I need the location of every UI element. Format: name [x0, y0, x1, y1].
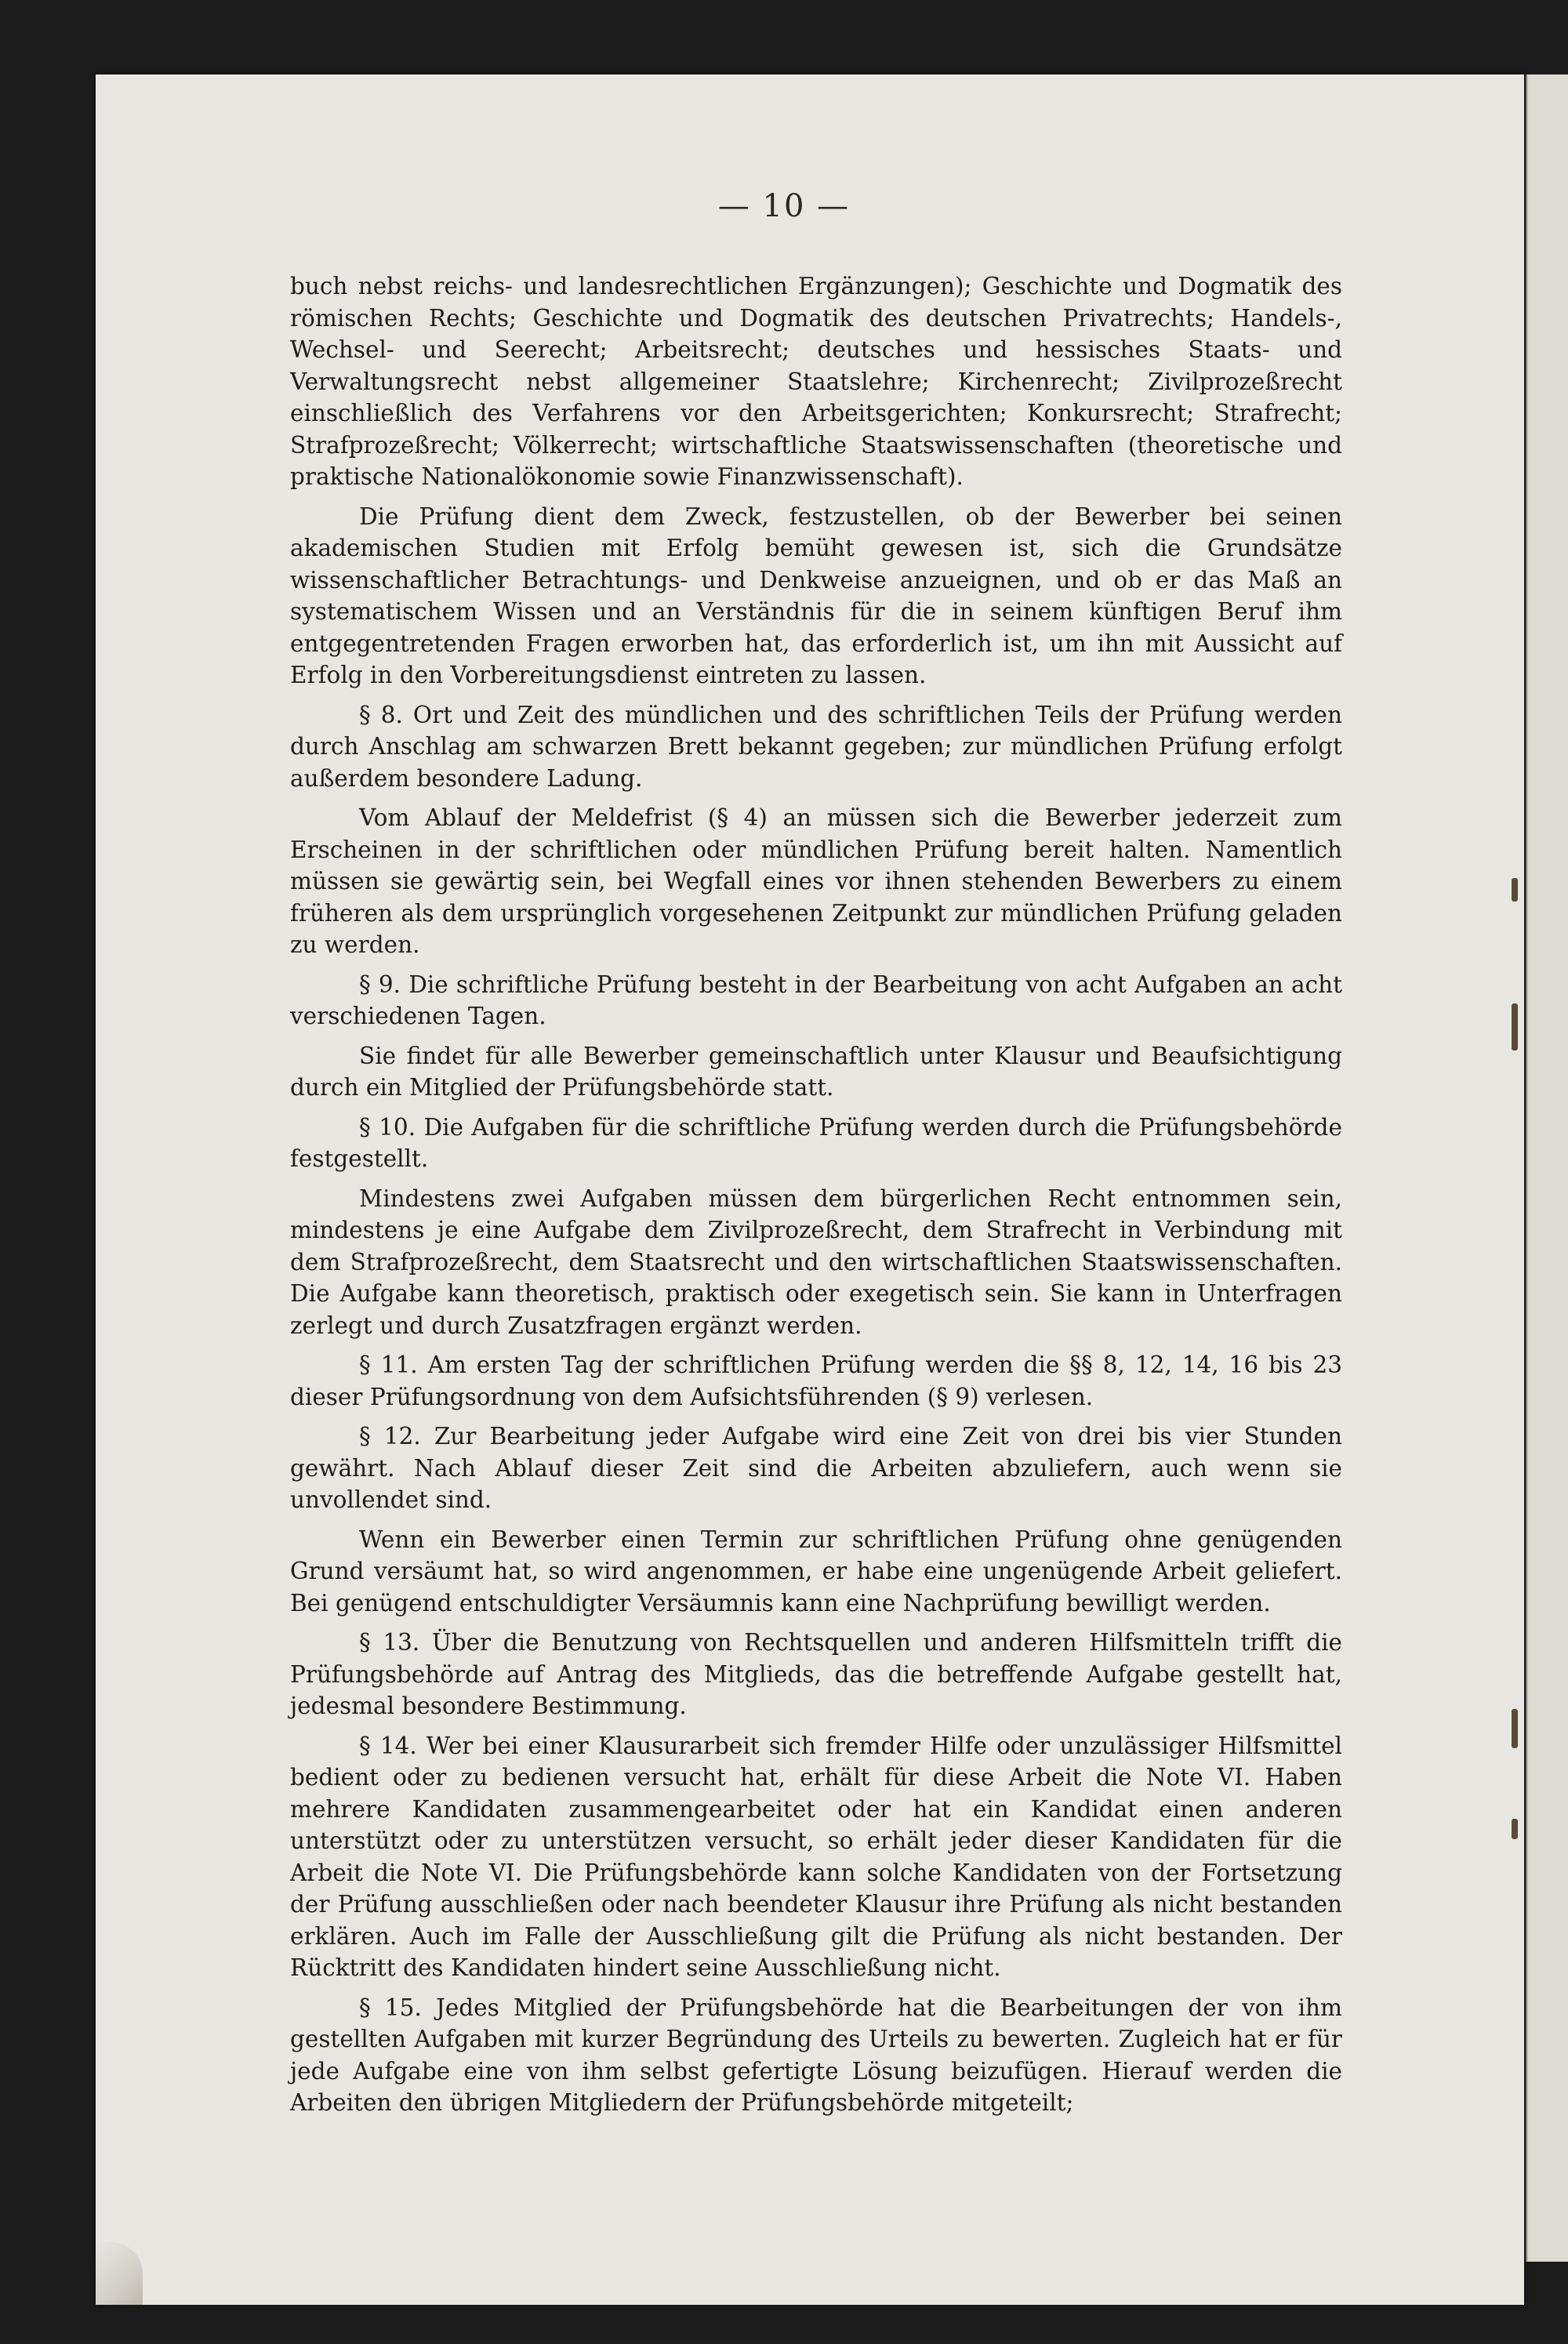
paragraph: Sie findet für alle Bewerber gemeinschaftlich unter Klausur und Beaufsichtigung durch ein Mitglied der Prüfungsbehörde statt.: [290, 1042, 1342, 1101]
paragraph: Vom Ablauf der Meldefrist (§ 4) an müssen sich die Bewerber jederzeit zum Erscheinen in der schriftlichen oder mündlichen Prüfung bereit halten. Namentlich müssen sie gewärtig sein, bei Wegfall eines vor ihnen stehenden Bewerbers zu einem früheren als dem ursprünglich vorgesehenen Zeitpunkt zur mündlichen Prüfung geladen zu werden.: [290, 804, 1342, 958]
paragraph: Mindestens zwei Aufgaben müssen dem bürgerlichen Recht entnommen sein, mindestens je eine Aufgabe dem Zivilprozeßrecht, dem Strafrecht in Verbindung mit dem Strafprozeßrecht, dem Staatsrecht und den wirtschaftlichen Staatswissenschaften. Die Aufgabe kann theoretisch, praktisch oder exegetisch sein. Sie kann in Unterfragen zerlegt und durch Zusatzfragen ergänzt werden.: [290, 1185, 1342, 1339]
section-15: § 15. Jedes Mitglied der Prüfungsbehörde hat die Bearbeitungen der von ihm gestellten Aufgaben mit kurzer Begründung des Urteils zu bewerten. Zugleich hat er für jede Aufgabe eine von ihm selbst gefertigte Lösung beizufügen. Hierauf werden die Arbeiten den übrigen Mitgliedern der Prüfungsbehörde mitgeteilt;: [290, 1994, 1342, 2116]
section-11: § 11. Am ersten Tag der schriftlichen Prüfung werden die §§ 8, 12, 14, 16 bis 23 dieser Prüfungsordnung von dem Aufsichtsführenden (§ 9) verlesen.: [290, 1352, 1342, 1410]
paragraph: Die Prüfung dient dem Zweck, festzustellen, ob der Bewerber bei seinen akademischen Studien mit Erfolg bemüht gewesen ist, sich die Grundsätze wissenschaftlicher Betrachtungs- und Denkweise anzueignen, und ob er das Maß an systematischem Wissen und an Verständnis für die in seinem künftigen Beruf ihm entgegentretenden Fragen erworben hat, das erforderlich ist, um ihn mit Aussicht auf Erfolg in den Vorbereitungsdienst eintreten zu lassen.: [290, 503, 1342, 688]
page-edge-mark: [1512, 1003, 1518, 1050]
paragraph: Wenn ein Bewerber einen Termin zur schriftlichen Prüfung ohne genügenden Grund versäumt hat, so wird angenommen, er habe eine ungenügende Arbeit geliefert. Bei genügend entschuldigter Versäumnis kann eine Nachprüfung bewilligt werden.: [290, 1526, 1342, 1616]
page-number: — 10 —: [717, 188, 851, 224]
page-edge-mark: [1512, 878, 1518, 902]
next-page-edge: [1526, 74, 1568, 2262]
page-edge-mark: [1512, 1819, 1518, 1839]
section-8: § 8. Ort und Zeit des mündlichen und des schriftlichen Teils der Prüfung werden durch Anschlag am schwarzen Brett bekannt gegeben; zur mündlichen Prüfung erfolgt außerdem besondere Ladung.: [290, 701, 1342, 792]
section-10: § 10. Die Aufgaben für die schriftliche Prüfung werden durch die Prüfungsbehörde festgestellt.: [290, 1113, 1342, 1172]
page-edge-mark: [1512, 1709, 1518, 1748]
section-14: § 14. Wer bei einer Klausurarbeit sich fremder Hilfe oder unzulässiger Hilfsmittel bedient oder zu bedienen versucht hat, erhält für diese Arbeit die Note VI. Haben mehrere Kandidaten zusammengearbeitet oder hat ein Kandidat einen anderen unterstützt oder zu unterstützen versucht, so erhält jeder dieser Kandidaten für die Arbeit die Note VI. Die Prüfungsbehörde kann solche Kandidaten von der Fortsetzung der Prüfung ausschließen oder nach beendeter Klausur ihre Prüfung als nicht bestanden erklären. Auch im Falle der Ausschließung gilt die Prüfung als nicht bestanden. Der Rücktritt des Kandidaten hindert seine Ausschließung nicht.: [290, 1732, 1342, 1981]
body-text: [290, 270, 1342, 2127]
paragraph: buch nebst reichs- und landesrechtlichen Ergänzungen); Geschichte und Dogmatik des römischen Rechts; Geschichte und Dogmatik des deutschen Privatrechts; Handels-, Wechsel- und Seerecht; Arbeitsrecht; deutsches und hessisches Staats- und Verwaltungsrecht nebst allgemeiner Staatslehre; Kirchenrecht; Zivilprozeßrecht einschließlich des Verfahrens vor den Arbeitsgerichten; Konkursrecht; Strafrecht; Strafprozeßrecht; Völkerrecht; wirtschaftliche Staatswissenschaften (theoretische und praktische Nationalökonomie sowie Finanzwissenschaft).: [290, 273, 1342, 490]
section-13: § 13. Über die Benutzung von Rechtsquellen und anderen Hilfsmitteln trifft die Prüfungsbehörde auf Antrag des Mitglieds, das die betreffende Aufgabe gestellt hat, jedesmal besondere Bestimmung.: [290, 1629, 1342, 1719]
section-12: § 12. Zur Bearbeitung jeder Aufgabe wird eine Zeit von drei bis vier Stunden gewährt. Nach Ablauf dieser Zeit sind die Arbeiten abzuliefern, auch wenn sie unvollendet sind.: [290, 1423, 1342, 1513]
section-9: § 9. Die schriftliche Prüfung besteht in der Bearbeitung von acht Aufgaben an acht verschiedenen Tagen.: [290, 971, 1342, 1029]
